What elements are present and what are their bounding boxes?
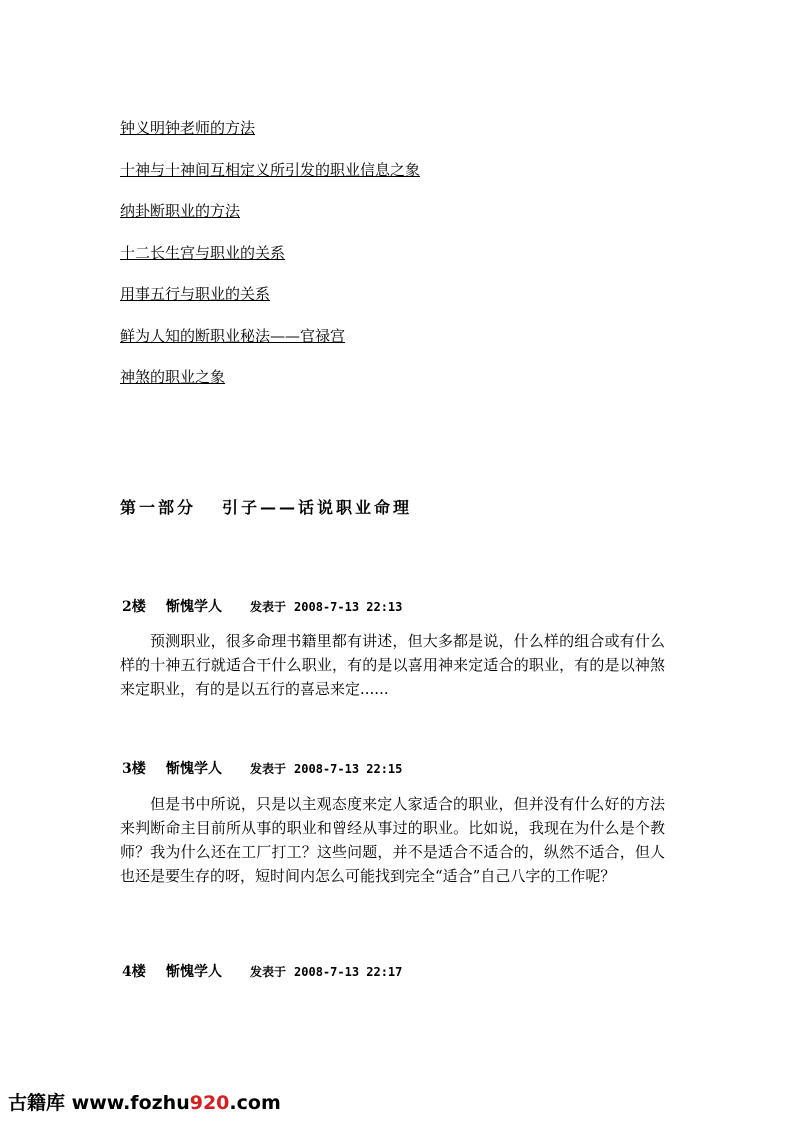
section-title: 引子——话说职业命理 <box>222 498 413 517</box>
post-floor: 4楼 <box>122 964 146 980</box>
posted-label: 发表于 <box>250 600 287 614</box>
site-url-suffix: .com <box>229 1092 281 1114</box>
posted-time: 2008-7-13 22:13 <box>294 600 403 614</box>
post-floor: 3楼 <box>122 761 146 777</box>
post-author: 惭愧学人 <box>166 964 222 980</box>
post-header <box>120 758 402 778</box>
post-author: 惭愧学人 <box>166 761 222 777</box>
site-watermark-logo <box>8 1088 281 1115</box>
posted-label: 发表于 <box>250 762 287 776</box>
post-body: 但是书中所说，只是以主观态度来定人家适合的职业，但并没有什么好的方法来判断命主目前所从事的职业和曾经从事过的职业。比如说，我现在为什么是个教师？我为什么还在工厂打工？这些问题，并不是适合不适合的，纵然不适合，但人也还是要生存的呀，短时间内怎么可能找到完全“适合”自己八字的工作呢？ <box>120 795 665 885</box>
toc-link-zhong-yiming-method[interactable]: 钟义明钟老师的方法 <box>120 119 256 137</box>
post-header <box>120 961 402 981</box>
post-header <box>120 596 402 616</box>
post-floor: 2楼 <box>122 599 146 615</box>
toc-link-ten-gods-definitions[interactable]: 十神与十神间互相定义所引发的职业信息之象 <box>120 161 421 179</box>
site-name: 古籍库 <box>8 1092 66 1114</box>
section-part-label: 第一部分 <box>120 498 197 517</box>
site-url-prefix: www.fozhu <box>71 1092 190 1114</box>
post-author: 惭愧学人 <box>166 599 222 615</box>
posted-time: 2008-7-13 22:15 <box>294 762 403 776</box>
posted-label: 发表于 <box>250 965 287 979</box>
toc-link-shensha-career[interactable]: 神煞的职业之象 <box>120 368 226 386</box>
toc-link-najia-method[interactable]: 纳卦断职业的方法 <box>120 202 241 220</box>
toc-link-five-elements-usage[interactable]: 用事五行与职业的关系 <box>120 285 271 303</box>
toc-link-official-palace-secret[interactable]: 鲜为人知的断职业秘法——官禄宫 <box>120 327 346 345</box>
posted-time: 2008-7-13 22:17 <box>294 965 403 979</box>
post-body: 预测职业，很多命理书籍里都有讲述，但大多都是说，什么样的组合或有什么样的十神五行就适合干什么职业，有的是以喜用神来定适合的职业，有的是以神煞来定职业，有的是以五行的喜忌来定...... <box>120 632 665 698</box>
site-url-number: 920 <box>189 1092 230 1114</box>
toc-link-twelve-growth-palaces[interactable]: 十二长生宫与职业的关系 <box>120 244 286 262</box>
section-heading <box>120 495 412 518</box>
